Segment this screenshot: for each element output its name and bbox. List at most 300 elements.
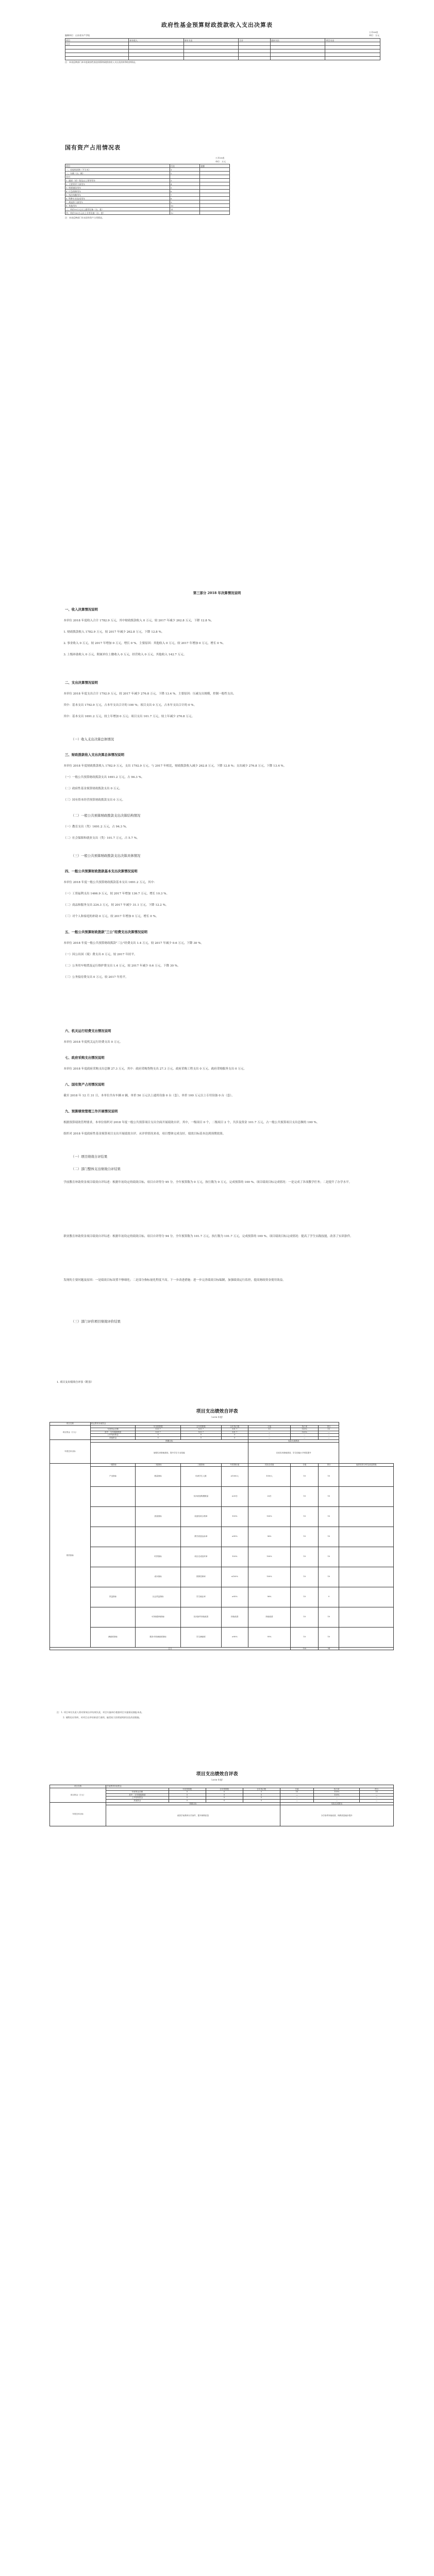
table-cell: 三、单价50万元以上通用设备（台、套） xyxy=(65,208,170,211)
table-cell: 其他资金 xyxy=(90,1436,136,1439)
table-cell: 其中： xyxy=(65,175,170,179)
table-cell: 100% xyxy=(248,1506,290,1527)
table-cell xyxy=(90,1567,136,1587)
table-cell: 10 xyxy=(319,1486,339,1506)
eval2-table xyxy=(49,1785,394,1826)
table-cell xyxy=(339,1466,394,1486)
paragraph: 根据预算绩效管理要求，本单位组织对 2018 年度一般公共预算项目支出全面开展绩效自评，其中，一级项目 0 个，二级项目 2 个，共涉及资金 101.7 万元，占一般公共预算项目支出总额的 100 %。 xyxy=(63,1121,320,1124)
table-cell: ≥20台 xyxy=(221,1486,248,1506)
table-cell xyxy=(200,193,230,197)
table-cell: 10 xyxy=(291,1486,319,1506)
table-header: 金额 xyxy=(200,164,230,168)
table-cell: 办学条件持续改善，保教质量稳步提升 xyxy=(280,1805,393,1826)
table-cell: — xyxy=(360,1793,394,1797)
table-cell: 10 xyxy=(319,1627,339,1647)
table-cell: 1 xyxy=(170,168,200,172)
table-cell: 一、房屋构筑物（平方米） xyxy=(65,168,170,172)
table-header: 执行率 xyxy=(314,1788,360,1791)
table-cell: 满意度指标 xyxy=(90,1627,136,1647)
table-cell: 绩效指标 xyxy=(50,1464,91,1648)
table-cell: 10 xyxy=(280,1791,314,1794)
table-cell: — xyxy=(280,1799,314,1802)
table-header: 项目支出 xyxy=(325,39,380,42)
table-cell: 100 xyxy=(291,1647,319,1650)
paragraph: （二）公务用车购置及运行维护费支出 1.4 万元，较 2017 年减少 0.6 万元，下降 30 %。 xyxy=(63,964,180,968)
paragraph: 本单位 2018 年度支出合计 1792.9 万元，较 2017 年减少 276.8 万元，下降 13.4 %。主要原因：压减支出规模，控制一般性支出。 xyxy=(63,692,236,696)
table-cell: 8. 其他用车 xyxy=(65,204,170,208)
section-heading: 九、预算绩效管理工作开展情况说明 xyxy=(65,1109,118,1113)
paragraph: 本单位 2018 年度一般公共预算财政拨款基本支出 1691.2 万元，其中： xyxy=(63,881,157,884)
table-cell: ≥95% xyxy=(221,1587,248,1607)
doc2-title: 国有资产占用情况表 xyxy=(65,144,121,151)
table-header: 二级指标 xyxy=(136,1464,181,1467)
table-cell xyxy=(339,1486,394,1506)
subsection-heading: （一）项目绩效自评结果 xyxy=(71,1155,108,1159)
table-cell xyxy=(90,1547,136,1567)
table-cell: — xyxy=(248,1431,290,1434)
table-row xyxy=(50,1647,394,1650)
table-cell: 改善学前教育办学条件，提升保教质量 xyxy=(106,1805,280,1826)
table-cell: 可持续影响指标 xyxy=(136,1607,181,1627)
table-cell: 0 xyxy=(206,1791,243,1794)
table-cell: 时效指标 xyxy=(136,1547,181,1567)
table-cell: 其中：当年财政拨款 xyxy=(90,1431,136,1434)
paragraph: （一）教育支出（类）1691.2 万元，占 94.3 %。 xyxy=(63,825,129,828)
paragraph: 其中：基本支出 1792.9 万元，占本年支出合计的 100 %；项目支出 0 万元，占本年支出合计的 0 %。 xyxy=(63,704,197,707)
table-cell: 10 xyxy=(319,1527,339,1547)
table-cell: ≥90% xyxy=(221,1627,248,1647)
paragraph: 发现的主要问题及原因：一是绩效目标设置不够细化；二是部分指标量化程度不高。下一步改进措施：进一步完善绩效目标编制，加强绩效运行监控，提高财政资金使用效益。 xyxy=(63,1279,286,1282)
table-cell: 质量指标 xyxy=(136,1506,181,1527)
table-row xyxy=(65,204,230,208)
table-cell: 合计 xyxy=(65,42,129,46)
table-cell: 94 xyxy=(319,1647,339,1650)
table-header: 全年预算数 xyxy=(206,1788,243,1791)
doc2-note: 注：本表反映部门年末国有资产占用情况。 xyxy=(65,216,104,219)
table-header: 实际完成值 xyxy=(248,1464,290,1467)
table-row xyxy=(65,211,230,215)
table-cell: 二、车辆（台、辆） xyxy=(65,172,170,175)
doc1-note: 注：本表反映部门本年度政府性基金预算财政拨款收入支出及结转和结余情况。 xyxy=(65,61,137,63)
table-cell: — xyxy=(291,1434,319,1437)
table-row xyxy=(65,186,230,190)
table-cell xyxy=(136,1486,181,1506)
table-cell: 0 xyxy=(243,1799,280,1802)
table-cell xyxy=(200,197,230,200)
table-row xyxy=(65,197,230,200)
paragraph: （三）国有资本经营预算财政拨款支出 0 万元。 xyxy=(63,799,125,802)
paragraph: 本单位 2018 年度收入合计 1782.9 万元，其中财政拨款收入 0 万元，较 2017 年减少 262.8 万元，下降 12.8 %。 xyxy=(63,619,214,622)
table-header: 全年执行数 xyxy=(221,1425,248,1428)
table-row xyxy=(65,193,230,197)
table-header: 偏差原因分析及改进措施 xyxy=(339,1464,394,1467)
table-cell: 101.7 xyxy=(136,1428,181,1431)
table-header: 年初预算数 xyxy=(136,1425,181,1428)
subsection-heading: （三）部门评价项目绩效评价结果 xyxy=(71,1319,121,1324)
table-cell: 6. 特种专业技术用车 xyxy=(65,197,170,200)
paragraph: 2. 事业收入 0 万元，较 2017 年增加 0 万元，增长 0 %。主要原因：其他收入 0 万元，较 2017 年增加 0 万元，增长 0 %。 xyxy=(63,642,226,645)
paragraph: 其中：基本支出 1691.2 万元，较上年增加 0 万元；项目支出 101.7 万元，较上年减少 276.8 万元。 xyxy=(63,715,195,718)
table-cell: 职业教育补助资金 xyxy=(90,1422,339,1426)
table-row xyxy=(65,179,230,182)
doc1-table xyxy=(65,38,380,60)
table-header: 预期目标 xyxy=(90,1439,248,1443)
table-cell: ≤100% xyxy=(221,1567,248,1587)
table-cell: 3. 机要通信用车 xyxy=(65,186,170,190)
table-cell: 0 xyxy=(136,1436,181,1439)
table-cell: 0 xyxy=(169,1791,206,1794)
table-row xyxy=(50,1527,394,1547)
eval1-sub: （2018 年度） xyxy=(210,1416,224,1418)
section-heading: 七、政府采购支出情况说明 xyxy=(65,1056,105,1060)
paragraph: （三）对个人和家庭的补助 0 万元，较 2017 年增加 0 万元，增长 0 %。 xyxy=(63,915,159,918)
table-cell: 0 xyxy=(206,1793,243,1797)
section-heading: 六、机关运行经费支出情况说明 xyxy=(65,1029,111,1033)
table-header: 分值 xyxy=(291,1464,319,1467)
table-cell: 0 xyxy=(181,1434,222,1437)
table-header: 合计 xyxy=(239,39,271,42)
table-cell xyxy=(339,1607,394,1627)
table-cell: 7. 离退休干部用车 xyxy=(65,200,170,204)
table-cell: 持续改善 xyxy=(221,1607,248,1627)
doc2-table xyxy=(65,164,230,215)
paragraph: 3. 上级补助收入 0 万元，附属单位上缴收入 0 万元，经营收入 0 万元，其他收入 142.7 万元。 xyxy=(63,653,187,656)
paragraph: 本单位 2018 年度政府采购支出总额 27.3 万元，其中：政府采购货物支出 27.3 万元、政府采购工程支出 0 万元、政府采购服务支出 0 万元。 xyxy=(63,1067,247,1071)
table-cell: 效益指标 xyxy=(90,1587,136,1607)
table-cell: 7 xyxy=(170,193,200,197)
table-cell: 10 xyxy=(319,1466,339,1486)
table-cell: 年度总体目标 xyxy=(50,1802,106,1826)
table-cell: 服务对象满意度指标 xyxy=(136,1627,181,1647)
table-header: 年度指标值 xyxy=(221,1464,248,1467)
paragraph: 本单位 2018 年度机关运行经费支出 0 万元。 xyxy=(63,1041,123,1044)
table-cell: 100% xyxy=(314,1791,360,1794)
table-cell xyxy=(339,1627,394,1647)
table-cell: 96% xyxy=(248,1527,290,1547)
table-cell: 项目完成及时率 xyxy=(181,1547,222,1567)
table-cell: — xyxy=(291,1436,319,1439)
table-cell: 0 xyxy=(221,1434,248,1437)
table-cell: 项目名称 xyxy=(50,1422,91,1426)
table-cell: 0 xyxy=(206,1797,243,1800)
doc1-meta-left: 编制单位：山东省水产学校 xyxy=(65,34,90,37)
table-cell: 5. 执法执勤用车 xyxy=(65,193,170,197)
table-cell: 4 xyxy=(170,182,200,186)
table-cell: 100% xyxy=(248,1567,290,1587)
table-cell: 设备验收合格率 xyxy=(181,1506,222,1527)
table-cell: 20台 xyxy=(248,1486,290,1506)
table-cell: 学生就业率 xyxy=(181,1587,222,1607)
table-row xyxy=(65,200,230,204)
table-cell: 10 xyxy=(291,1547,319,1567)
table-cell: 101.7 xyxy=(221,1431,248,1434)
table-cell xyxy=(200,204,230,208)
table-cell: 教学质量达标率 xyxy=(181,1527,222,1547)
table-cell: — xyxy=(248,1434,290,1437)
table-cell: — xyxy=(314,1797,360,1800)
table-cell: 0 xyxy=(181,1436,222,1439)
table-cell: 10 xyxy=(291,1587,319,1607)
table-cell xyxy=(90,1506,136,1527)
table-cell: — xyxy=(360,1799,394,1802)
table-cell: 社会效益指标 xyxy=(136,1587,181,1607)
table-cell xyxy=(339,1567,394,1587)
table-header: 本年收入 xyxy=(129,39,184,42)
table-cell: 年度资金总额 xyxy=(90,1428,136,1431)
subsection-heading: （二）一般公共预算财政拨款支出决算结构情况 xyxy=(71,814,141,818)
table-cell: 10 xyxy=(360,1791,394,1794)
section-heading: 四、一般公共预算财政拨款基本支出决算情况说明 xyxy=(65,869,138,873)
table-header: 项目 xyxy=(65,164,170,168)
table-cell: 实训设备购置数量 xyxy=(181,1486,222,1506)
table-cell: 0 xyxy=(169,1797,206,1800)
table-header: 分值 xyxy=(280,1788,314,1791)
table-header: 一级指标 xyxy=(90,1464,136,1467)
table-cell: 0 xyxy=(206,1799,243,1802)
table-cell: 10 xyxy=(319,1607,339,1627)
table-row xyxy=(65,164,230,168)
table-cell: 持续改善 xyxy=(248,1607,290,1627)
table-row xyxy=(50,1607,394,1627)
subsection-heading: （一）收入支出决算总体情况 xyxy=(71,737,114,741)
table-row xyxy=(50,1443,394,1464)
table-cell xyxy=(90,1607,136,1627)
table-cell: — xyxy=(248,1436,290,1439)
table-cell: 数量指标 xyxy=(136,1466,181,1486)
table-header: 实际完成情况 xyxy=(248,1439,339,1443)
table-cell xyxy=(136,1527,181,1547)
table-row xyxy=(65,57,380,60)
table-header: 分值 xyxy=(248,1425,290,1428)
eval-note-1: 注：1. 项目单位负责人须对绩效自评结果负责，项目实施单位根据项目实施情况填报本表。 xyxy=(57,1711,144,1714)
doc2-code: 公开09表 xyxy=(215,157,225,159)
table-cell xyxy=(339,1506,394,1527)
table-cell: 成本指标 xyxy=(136,1567,181,1587)
part3-title: 第三部分 2018 年决算情况说明 xyxy=(193,591,241,595)
table-cell: 项目名称 xyxy=(50,1785,106,1788)
table-cell: 加强实训基地建设，提升学生专业技能 xyxy=(90,1443,248,1464)
paragraph: （一）一般公共预算财政拨款支出 1691.2 万元，占 94.3 %。 xyxy=(63,776,144,779)
table-cell: 95% xyxy=(248,1627,290,1647)
paragraph: （一）工资福利支出 1466.9 万元，较 2017 年增加 136.7 万元，增长 10.3 %。 xyxy=(63,892,170,895)
table-cell: 100% xyxy=(248,1547,290,1567)
table-cell: 实训条件持续改善 xyxy=(181,1607,222,1627)
table-cell: 10 xyxy=(319,1428,339,1431)
table-cell: 10 xyxy=(248,1428,290,1431)
table-header: 执行率 xyxy=(291,1425,319,1428)
eval2-sub: （2018 年度） xyxy=(210,1778,224,1781)
table-cell: 项目资金（万元） xyxy=(50,1788,106,1802)
table-cell xyxy=(200,172,230,175)
eval2-title: 项目支出绩效自评表 xyxy=(196,1772,238,1777)
table-cell: — xyxy=(314,1799,360,1802)
paragraph: 本单位 2018 年度一般公共预算财政拨款"三公"经费支出 1.4 万元，较 2017 年减少 0.6 万元，下降 30 %。 xyxy=(63,942,204,945)
paragraph: （三）公务接待费支出 0 万元，较 2017 年持平。 xyxy=(63,976,128,979)
table-cell: 5 xyxy=(170,186,200,190)
table-header: 年初预算数 xyxy=(169,1788,206,1791)
table-row xyxy=(65,182,230,186)
table-cell: 10 xyxy=(291,1506,319,1527)
table-cell xyxy=(200,190,230,193)
paragraph: 组织对 2018 年度政府性基金预算项目支出开展绩效自评。从评价情况来看，项目整体完成良好，绩效目标基本达到预期效果。 xyxy=(63,1132,226,1136)
table-header: 实际完成情况 xyxy=(280,1802,393,1805)
table-cell xyxy=(200,182,230,186)
eval1-table xyxy=(49,1422,394,1650)
paragraph: 截至 2018 年 12 月 31 日，本单位共有车辆 0 辆，单价 50 万元以上通用设备 0 台（套），单价 100 万元以上专用设备 0 台（套）。 xyxy=(63,1094,235,1097)
table-row xyxy=(65,208,230,211)
table-cell xyxy=(200,168,230,172)
table-row xyxy=(65,190,230,193)
table-cell: — xyxy=(319,1431,339,1434)
table-header: 行次 xyxy=(170,164,200,168)
table-cell: 其他资金 xyxy=(106,1799,169,1802)
table-row xyxy=(65,53,380,57)
table-cell: 100% xyxy=(291,1428,319,1431)
table-header: 得分 xyxy=(319,1425,339,1428)
paragraph: 本单位 2018 年度财政拨款收入 1782.9 万元，支出 1792.9 万元。与 2017 年相比，财政拨款收入减少 262.8 万元，下降 12.8 %；支出减少 276.8 万元，下降 13.4 %。 xyxy=(63,765,287,768)
table-cell: 4. 应急保障用车 xyxy=(65,190,170,193)
section-heading: 八、国有资产占用情况说明 xyxy=(65,1082,105,1087)
paragraph: 学前教育补助资金项目绩效自评综述：根据年初设定的绩效目标，项目自评得分 95 分。全年预算数为 0 万元，执行数为 0 万元，完成预算的 100 %。项目绩效目标完成情况：一是完成了各项教学任务；二是提升了办学水平。 xyxy=(63,1181,352,1184)
table-cell: — xyxy=(280,1793,314,1797)
table-row xyxy=(50,1486,394,1506)
table-cell: 101.7 xyxy=(136,1431,181,1434)
table-cell: 项目资金（万元） xyxy=(50,1425,91,1439)
table-cell: 0 xyxy=(169,1799,206,1802)
table-header: 基本支出 xyxy=(270,39,325,42)
table-cell: 上年结转资金 xyxy=(106,1797,169,1800)
table-cell: 学前教育补助资金 xyxy=(106,1785,394,1788)
table-cell: 学生满意度 xyxy=(181,1627,222,1647)
table-cell: 培训学生人数 xyxy=(181,1466,222,1486)
table-cell: — xyxy=(360,1797,394,1800)
table-cell: 0 xyxy=(243,1793,280,1797)
table-row xyxy=(50,1547,394,1567)
eval-note-2: 2. 请附佐证资料，对项目自评结果进行说明，偏差较大的须说明原因及改进措施。 xyxy=(63,1716,141,1719)
table-header: 全年执行数 xyxy=(243,1788,280,1791)
table-cell: ≥1000人 xyxy=(221,1466,248,1486)
table-cell: 10 xyxy=(291,1607,319,1627)
table-cell: 上年结转资金 xyxy=(90,1434,136,1437)
table-cell: 10 xyxy=(291,1567,319,1587)
table-cell: 0 xyxy=(221,1436,248,1439)
table-cell xyxy=(200,175,230,179)
table-cell: 完成实训基地建设，学生技能水平明显提升 xyxy=(248,1443,339,1464)
table-header: 项目 xyxy=(65,39,129,42)
table-header: 得分 xyxy=(360,1788,394,1791)
table-cell xyxy=(200,186,230,190)
table-cell: 0 xyxy=(243,1797,280,1800)
paragraph: （一）因公出国（境）费支出 0 万元，较 2017 年持平。 xyxy=(63,953,137,956)
table-cell xyxy=(339,1587,394,1607)
section-heading: 五、一般公共预算财政拨款"三公"经费支出决算情况说明 xyxy=(65,930,148,934)
table-cell: 四、单价100万元以上专用设备（台、套） xyxy=(65,211,170,215)
table-cell xyxy=(90,1527,136,1547)
table-header: 本年支出 xyxy=(183,39,239,42)
table-row xyxy=(65,39,380,42)
doc2-unit: 单位：万元 xyxy=(215,160,226,163)
paragraph: （二）社会保障和就业支出（类）101.7 万元，占 5.7 %。 xyxy=(63,837,140,840)
table-header: 全年预算数 xyxy=(181,1425,222,1428)
table-cell: 10 xyxy=(170,204,200,208)
eval-caption: 1. 项目支出绩效自评表（附表） xyxy=(57,1381,94,1384)
table-cell: 总分 xyxy=(50,1647,291,1650)
table-cell: 9 xyxy=(170,200,200,204)
table-cell: 1050人 xyxy=(248,1466,290,1486)
table-cell: 0 xyxy=(243,1791,280,1794)
table-cell: 10 xyxy=(291,1627,319,1647)
table-cell: 101.7 xyxy=(221,1428,248,1431)
table-cell xyxy=(90,1486,136,1506)
table-cell: 3 xyxy=(170,179,200,182)
table-cell xyxy=(200,208,230,211)
table-cell xyxy=(200,179,230,182)
table-cell: 年度资金总额 xyxy=(106,1791,169,1794)
table-cell: 100% xyxy=(314,1793,360,1797)
table-cell xyxy=(200,211,230,215)
paragraph: 职业教育补助资金项目绩效自评综述：根据年初设定的绩效目标，项目自评得分 94 分。全年预算数为 101.7 万元，执行数为 101.7 万元，完成预算的 100 %。项目绩效目标完成情况：提高了学生实践技能，改善了实训条件。 xyxy=(63,1235,353,1238)
eval1-title: 项目支出绩效自评表 xyxy=(196,1409,238,1414)
doc1-meta-right: 单位：万元 xyxy=(369,34,379,37)
table-row xyxy=(65,46,380,49)
table-cell: 10 xyxy=(291,1527,319,1547)
table-cell: — xyxy=(319,1436,339,1439)
paragraph: （二）商品和服务支出 224.3 万元，较 2017 年减少 31.1 万元，下降 12.2 %。 xyxy=(63,904,169,907)
table-cell: 101.7 xyxy=(181,1431,222,1434)
table-cell xyxy=(200,200,230,204)
table-row xyxy=(50,1627,394,1647)
table-cell: 10 xyxy=(319,1506,339,1527)
table-header: 得分 xyxy=(319,1464,339,1467)
table-cell xyxy=(339,1527,394,1547)
table-cell: 101.7 xyxy=(181,1428,222,1431)
table-cell: 产出指标 xyxy=(90,1466,136,1486)
table-cell: 1. 副部（省）级及以上领导用车 xyxy=(65,179,170,182)
paragraph: （二）政府性基金预算财政拨款支出 0 万元。 xyxy=(63,787,122,790)
table-cell: 100% xyxy=(221,1506,248,1527)
table-cell: 0 xyxy=(169,1793,206,1797)
doc1-code: 公开08表 xyxy=(369,31,378,33)
table-header: 预期目标 xyxy=(106,1802,280,1805)
table-cell: 9 xyxy=(319,1587,339,1607)
table-cell: 2 xyxy=(170,172,200,175)
table-cell: 其中：当年财政拨款 xyxy=(106,1793,169,1797)
table-cell: 11 xyxy=(170,208,200,211)
section-heading: 三、财政拨款收入支出决算总体情况说明 xyxy=(65,753,125,757)
table-cell: 10 xyxy=(319,1547,339,1567)
table-cell: — xyxy=(319,1434,339,1437)
table-cell: ≥95% xyxy=(221,1527,248,1547)
table-row xyxy=(65,49,380,53)
table-cell xyxy=(339,1547,394,1567)
table-cell: 6 xyxy=(170,190,200,193)
table-cell: 0 xyxy=(136,1434,181,1437)
table-cell: — xyxy=(280,1797,314,1800)
table-row xyxy=(65,175,230,179)
table-row xyxy=(65,172,230,175)
table-cell: 100% xyxy=(291,1431,319,1434)
table-cell: 12 xyxy=(170,211,200,215)
table-cell: 10 xyxy=(319,1567,339,1587)
table-cell: 10 xyxy=(291,1466,319,1486)
table-row xyxy=(50,1506,394,1527)
table-cell: 2. 主要领导干部用车 xyxy=(65,182,170,186)
table-row xyxy=(50,1466,394,1486)
table-cell: 年度总体目标 xyxy=(50,1439,91,1464)
subsection-heading: （三）一般公共预算财政拨款支出决算具体情况 xyxy=(71,854,141,858)
paragraph: 1. 财政拨款收入 1782.9 万元，较 2017 年减少 262.8 万元，下降 12.8 %。 xyxy=(63,631,164,634)
table-row xyxy=(50,1587,394,1607)
